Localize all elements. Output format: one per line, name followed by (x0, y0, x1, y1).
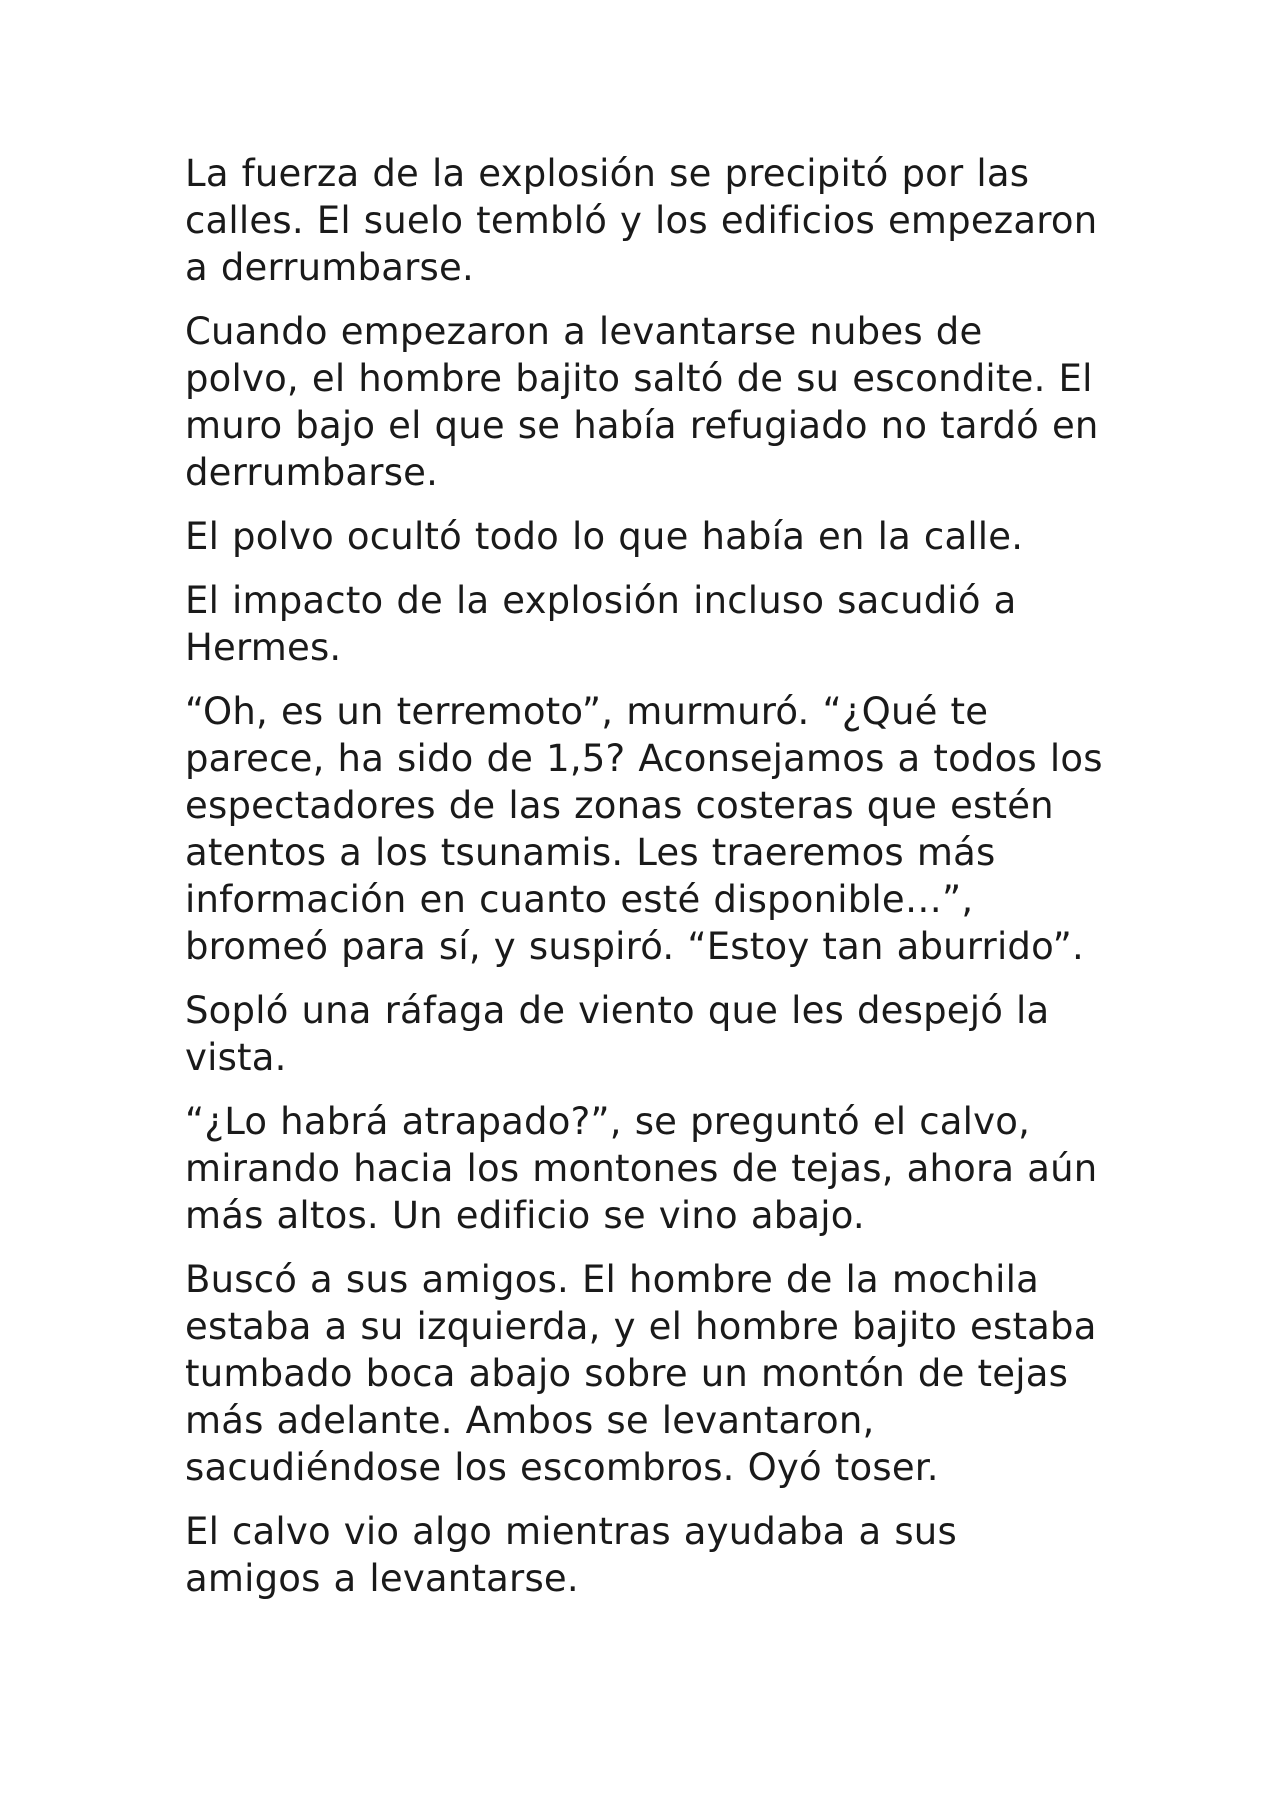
paragraph: Cuando empezaron a levantarse nubes de polvo, el hombre bajito saltó de su escondite. El muro bajo el que se había refugiado no tardó en derrumbarse. (185, 310, 1099, 494)
paragraph: “Oh, es un terremoto”, murmuró. “¿Qué te parece, ha sido de 1,5? Aconsejamos a todos los espectadores de las zonas costeras que estén atentos a los tsunamis. Les traeremos más información en cuanto esté disponible…”, bromeó para sí, y suspiró. “Estoy tan aburrido”. (185, 690, 1103, 968)
paragraph: La fuerza de la explosión se precipitó por las calles. El suelo tembló y los edificios empezaron a derrumbarse. (185, 152, 1098, 289)
paragraph: “¿Lo habrá atrapado?”, se preguntó el calvo, mirando hacia los montones de tejas, ahora aún más altos. Un edificio se vino abajo. (185, 1100, 1098, 1237)
paragraph: Buscó a sus amigos. El hombre de la mochila estaba a su izquierda, y el hombre bajito estaba tumbado boca abajo sobre un montón de tejas más adelante. Ambos se levantaron, sacudiéndose los escombros. Oyó toser. (185, 1258, 1097, 1489)
paragraph: El polvo ocultó todo lo que había en la calle. (185, 515, 1024, 558)
paragraph: El calvo vio algo mientras ayudaba a sus amigos a levantarse. (185, 1510, 957, 1600)
body-text (185, 150, 1105, 1619)
paragraph: Sopló una ráfaga de viento que les despejó la vista. (185, 989, 1050, 1079)
paragraph: El impacto de la explosión incluso sacudió a Hermes. (185, 579, 1017, 669)
